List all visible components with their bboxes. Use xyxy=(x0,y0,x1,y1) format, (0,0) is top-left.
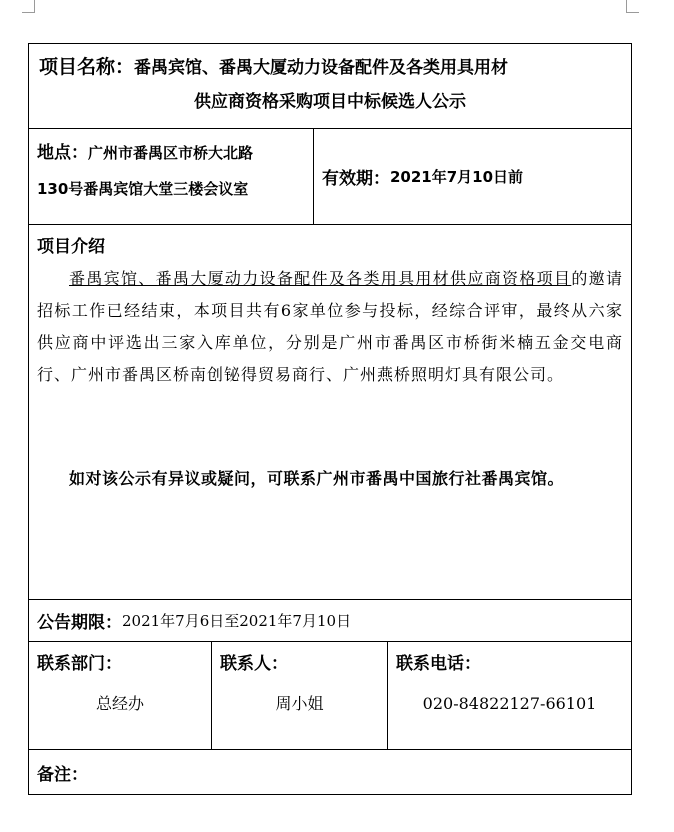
phone-cell xyxy=(387,642,631,749)
crop-mark-right xyxy=(626,0,639,13)
dept-cell xyxy=(29,642,211,749)
announcement-table xyxy=(28,43,632,795)
location-label: 地点： xyxy=(37,143,88,163)
person-label: 联系人： xyxy=(220,654,288,674)
location-line1: 广州市番禺区市桥大北路 xyxy=(88,144,254,162)
person-value: 周小姐 xyxy=(275,694,324,713)
period-value: 2021年7月6日至2021年7月10日 xyxy=(122,612,352,630)
phone-label: 联系电话： xyxy=(396,654,481,674)
intro-paragraph xyxy=(37,263,623,391)
person-cell xyxy=(211,642,387,749)
validity-label: 有效期： xyxy=(322,169,390,189)
phone-value: 020-84822127-66101 xyxy=(422,694,597,713)
dept-label: 联系部门： xyxy=(37,654,122,674)
period-row xyxy=(29,600,631,642)
crop-mark-left xyxy=(22,0,35,13)
remark-label: 备注： xyxy=(37,764,88,785)
location-line2: 130号番禺宾馆大堂三楼会议室 xyxy=(37,180,249,198)
dept-value: 总经办 xyxy=(95,694,144,713)
period-label: 公告期限： xyxy=(37,613,122,633)
validity-cell xyxy=(314,129,631,224)
intro-project-name: 番禺宾馆、番禺大厦动力设备配件及各类用具用材供应商资格项目 xyxy=(69,269,572,288)
project-name-label: 项目名称： xyxy=(39,56,135,78)
intro-body: 的邀请招标工作已经结束，本项目共有6家单位参与投标，经综合评审，最终从六家供应商中评选出三家入库单位，分别是广州市番禺区市桥街米楠五金交电商行、广州市番禺区桥南创铋得贸易商行、广州燕桥照明灯具有限公司。 xyxy=(37,269,623,384)
project-title-row xyxy=(29,44,631,129)
validity-value: 2021年7月10日前 xyxy=(390,168,524,186)
project-name-line2: 供应商资格采购项目中标候选人公示 xyxy=(194,92,466,112)
intro-row xyxy=(29,225,631,600)
remark-row xyxy=(29,750,631,794)
location-row xyxy=(29,129,631,225)
intro-objection-note: 如对该公示有异议或疑问，可联系广州市番禺中国旅行社番禺宾馆。 xyxy=(69,469,565,488)
project-name-line1: 番禺宾馆、番禺大厦动力设备配件及各类用具用材 xyxy=(134,58,509,78)
location-cell xyxy=(29,129,314,224)
contact-row xyxy=(29,642,631,750)
intro-heading: 项目介绍 xyxy=(37,237,105,257)
